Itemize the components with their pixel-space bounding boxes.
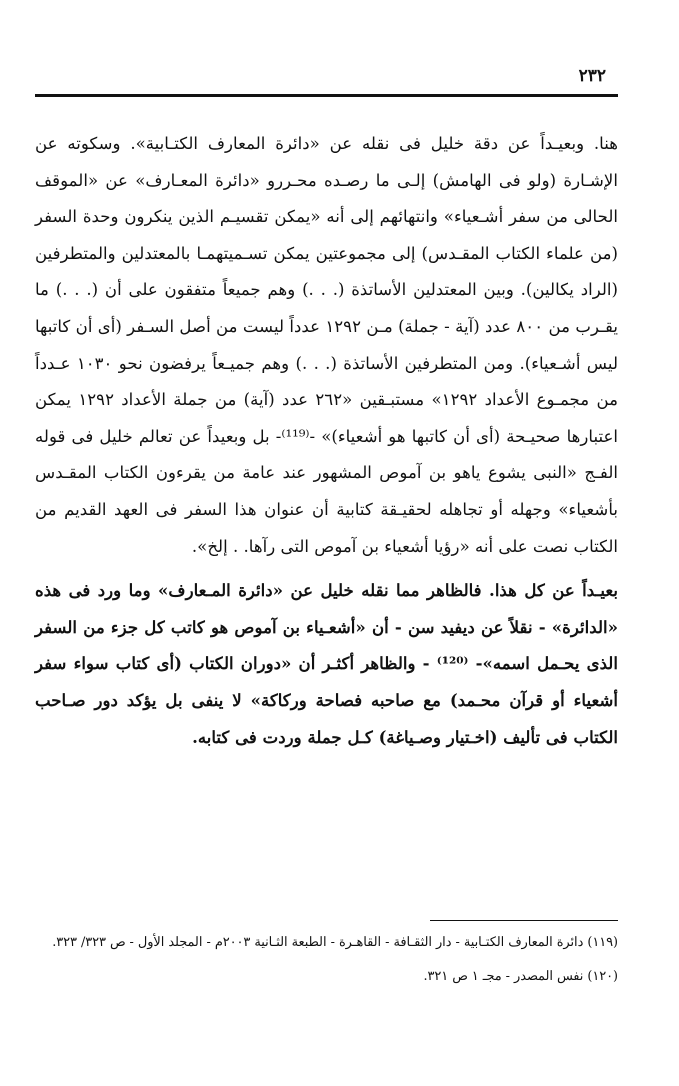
footnote-separator: [430, 920, 618, 921]
page-number: ٢٣٢: [578, 66, 606, 86]
footnotes: [35, 928, 618, 992]
paragraph-1: هنا. وبعيـداً عن دقة خليل فى نقله عن «دائرة المعارف الكتـابية». وسكوته عن الإشـارة (ولو فى الهامش) إلـى ما رصـده محـررو «دائرة المعـارف» عن «الموقف الحالى من سفر أشـعياء» وانتهائهم إلى أنه «يمكن تقسيـم الذين ينكرون وحدة السفر (من علماء الكتاب المقـدس) إلى مجموعتين يمكن تسـميتهمـا بالمعتدلين والمتطرفين (الراد يكالين). وبين المعتدلين الأساتذة (. . .) وهم جميعاً متفقون على أن (. . .) ما يقـرب من ٨٠٠ عدد (آية - جملة) مـن ١٢٩٢ عدداً ليست من أصل السـفر (أى أن كاتبها ليس أشـعياء). ومن المتطرفين الأساتذة (. . .) وهم جميـعاً يرفضون نحو ١٠٣٠ عـدداً من مجمـوع الأعداد ١٢٩٢» مستبـقين «٢٦٢ عدد (آية) من جملة الأعداد ١٢٩٢ يمكن اعتبارها صحيـحة (أى أن كاتبها هو أشعياء)» -⁽¹¹⁹⁾- بل وبعيداً عن تعالم خليل فى قوله الفـج «النبى يشوع ياهو بن آموص المشهور عند عامة من يقرءون الكتاب المقـدس بأشعياء» وجهله أو تجاهله لحقيـقة كتابية أن عنوان هذا السفر فى العهد القديم من الكتاب نصت على أنه «رؤيا أشعياء بن آموص التى رآها. . إلخ».: [35, 134, 618, 556]
main-text: [35, 126, 618, 755]
footnote-119: (١١٩) دائرة المعارف الكتـابية - دار الثقـافة - القاهـرة - الطبعة الثـانية ٢٠٠٣م - المجلد الأول - ص ٣٢٣/ ٣٢٣.: [52, 935, 618, 950]
footnote-120: (١٢٠) نفس المصدر - مجـ ١ ص ٣٢١.: [423, 969, 618, 984]
paragraph-2: بعيـداً عن كل هذا. فالظاهر مما نقله خليل عن «دائرة المـعارف» وما ورد فى هذه «الدائرة» - نقلاً عن ديفيد سن - أن «أشعـياء بن آموص هو كاتب كل جزء من السفر الذى يحـمل اسمه»- ⁽¹²⁰⁾ - والظاهر أكثـر أن «دوران الكتاب (أى كتاب سواء سفر أشعياء أو قرآن محـمد) مع صاحبه فصاحة وركاكة» لا ينفى بل يؤكد دور صـاحب الكتاب فى تأليف (اخـتيار وصـياغة) كـل جملة وردت فى كتابه.: [35, 580, 618, 747]
header-rule: [35, 94, 618, 97]
